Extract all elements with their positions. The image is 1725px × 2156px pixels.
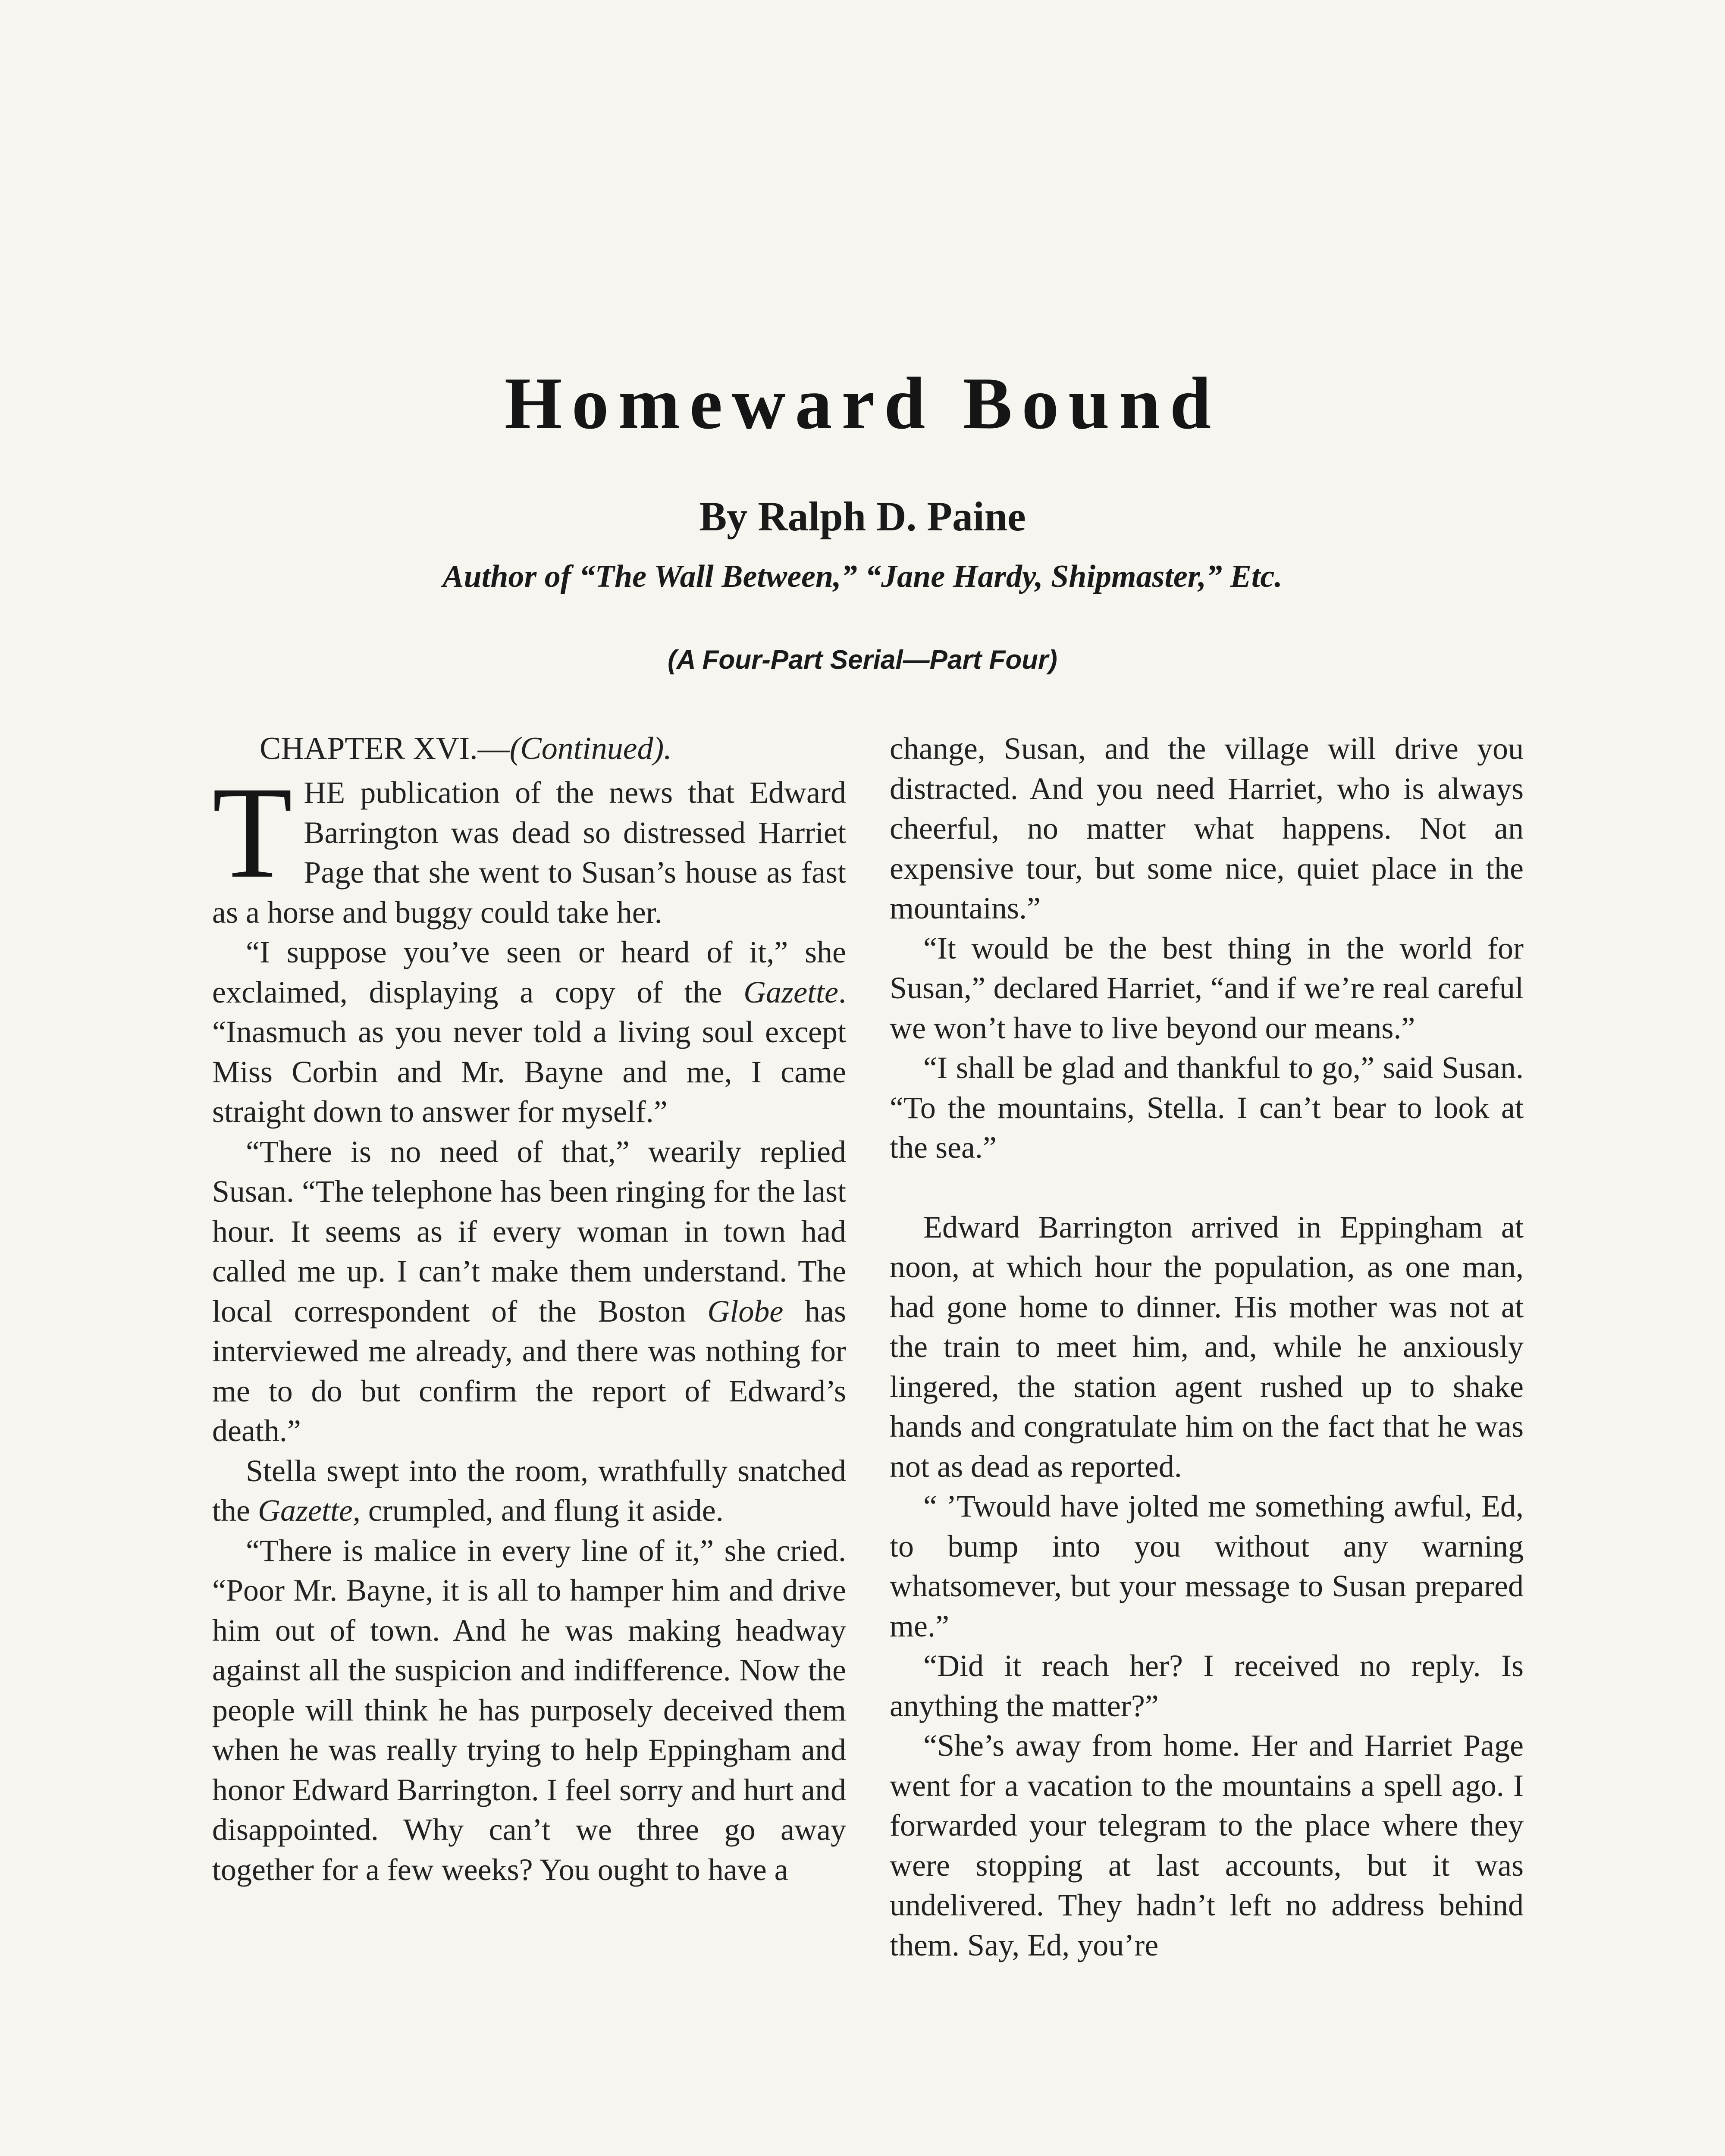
chapter-heading [212,729,846,768]
author-credits: Author of “The Wall Between,” “Jane Hardy, Shipmaster,” Etc. [442,559,1283,594]
paragraph [212,932,846,1132]
left-column [212,729,846,1890]
paragraph: “Did it reach her? I received no reply. Is anything the matter?” [890,1648,1524,1723]
paragraph-text: has interviewed me already, and there was nothing for me to do but confirm the report of Edward’s death.” [212,1294,846,1448]
newspaper-name: Globe [707,1294,784,1329]
paragraph: “I shall be glad and thankful to go,” said Susan. “To the mountains, Stella. I can’t bear to look at the sea.” [890,1050,1524,1165]
paragraph [212,1451,846,1531]
serial-note: (A Four-Part Serial—Part Four) [668,645,1057,675]
paragraph-text: crumpled, and flung it aside. [360,1493,724,1528]
paragraph: “There is malice in every line of it,” she cried. “Poor Mr. Bayne, it is all to hamper him and drive him out of town. And he was making headway against all the suspicion and indifference. Now the people will think he has purposely deceived them when he was really trying to help Eppingham and honor Edward Barrington. I feel sorry and hurt and disappointed. Why can’t we three go away together for a few weeks? You ought to have a [212,1533,846,1887]
drop-cap: T [212,759,293,905]
paragraph: change, Susan, and the village will drive you distracted. And you need Harriet, who is always cheerful, no matter what happens. Not an expensive tour, but some nice, quiet place in the mountains.” [890,731,1524,925]
paragraph: “ ’Twould have jolted me something awful, Ed, to bump into you without any warning whatsomever, but your message to Susan prepared me.” [890,1489,1524,1643]
newspaper-name: Gazette [743,975,838,1009]
paragraph-text: . “Inasmuch as you never told a living soul except Miss Corbin and Mr. Bayne and me, I came straight down to answer for myself.” [212,975,846,1129]
byline: By Ralph D. Paine [699,493,1026,539]
chapter-number: CHAPTER XVI.— [260,731,510,766]
paragraph: “She’s away from home. Her and Harriet Page went for a vacation to the mountains a spell ago. I forwarded your telegram to the place where they were stopping at last accounts, but it was undelivered. They hadn’t left no address behind them. Say, Ed, you’re [890,1728,1524,1962]
paragraph-text: “There is no need of that,” wearily replied Susan. “The telephone has been ringing for the last hour. It seems as if every woman in town had called me up. I can’t make them understand. The local correspondent of the Boston [212,1134,846,1329]
newspaper-name: Gazette, [257,1493,361,1528]
right-column [890,729,1524,1965]
paragraph-text: HE publication of the news that Edward Barrington was dead so distressed Harriet Page that she went to Susan’s house as fast as a horse and buggy could take her. [212,775,846,930]
paragraph [212,1132,846,1451]
paragraph: Edward Barrington arrived in Eppingham at noon, at which hour the population, as one man, had gone home to dinner. His mother was not at the train to meet him, and, while he anxiously lingered, the station agent rushed up to shake hands and congratulate him on the fact that he was not as dead as reported. [890,1210,1524,1484]
paragraph [212,759,846,932]
story-title: Homeward Bound [504,363,1221,445]
paragraph-text: Stella swept into the room, wrathfully snatched the [212,1453,846,1528]
paragraph: “It would be the best thing in the world for Susan,” declared Harriet, “and if we’re real careful we won’t have to live beyond our means.” [890,931,1524,1045]
chapter-continued: (Continued). [509,731,672,766]
paragraph-text: “I suppose you’ve seen or heard of it,” she exclaimed, displaying a copy of the [212,935,846,1009]
